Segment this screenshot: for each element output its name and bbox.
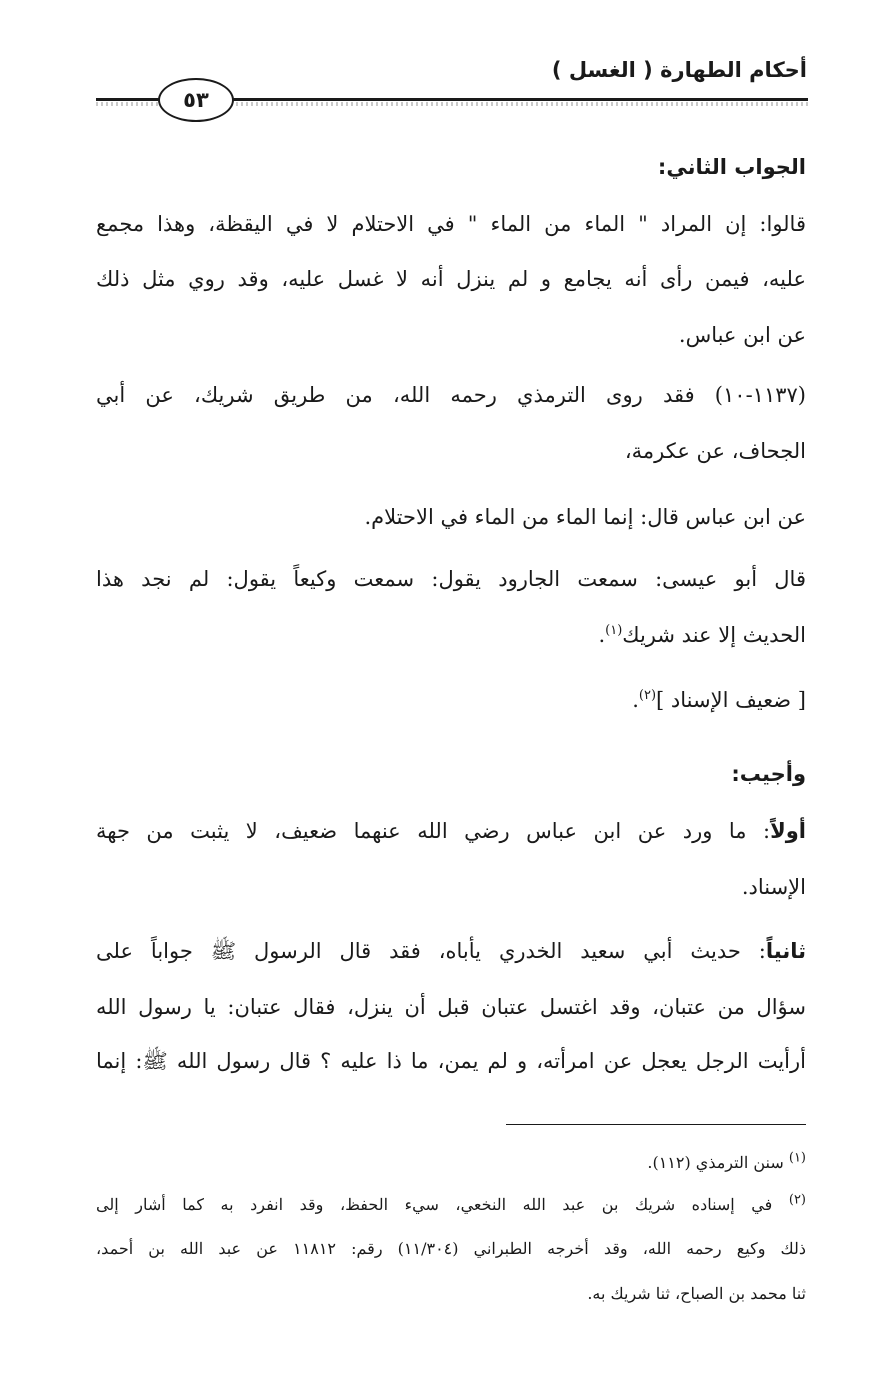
- para4-line2-end: .: [598, 623, 606, 647]
- heading-second-answer: الجواب الثاني:: [657, 155, 806, 179]
- second-point-line2: سؤال من عتبان، وقد اغتسل عتبان قبل أن ينزل، فقال عتبان: يا رسول الله: [96, 995, 806, 1019]
- second-point-line1: [96, 936, 806, 966]
- second-point-text: : حديث أبي سعيد الخدري يأباه، فقد قال الرسول ﷺ جواباً على: [96, 939, 766, 963]
- footnote-1-marker: (١): [788, 1150, 806, 1166]
- page-number-badge: ٥٣: [158, 78, 234, 122]
- para3-line1: عن ابن عباس قال: إنما الماء من الماء في الاحتلام.: [364, 505, 806, 529]
- first-point-line1: [96, 816, 806, 846]
- footnote-1-text: سنن الترمذي (١١٢).: [647, 1153, 784, 1172]
- grading-text: [ ضعيف الإسناد ]: [656, 688, 806, 712]
- running-header-title: أحكام الطهارة ( الغسل ): [551, 58, 807, 82]
- footnote-1: [647, 1150, 806, 1176]
- para2-line2: الجحاف، عن عكرمة،: [624, 439, 806, 463]
- second-point-label: ثانياً: [765, 939, 806, 963]
- second-point-line3: أرأيت الرجل يعجل عن امرأته، و لم يمن، ما ذا عليه ؟ قال رسول الله ﷺ: إنما: [96, 1049, 806, 1073]
- first-point-text: : ما ورد عن ابن عباس رضي الله عنهما ضعيف، لا يثبت من جهة: [96, 819, 771, 843]
- para1-line1: قالوا: إن المراد " الماء من الماء " في الاحتلام لا في اليقظة، وهذا مجمع: [96, 212, 806, 236]
- footnote-2-line1: [96, 1192, 806, 1218]
- footnote-ref-1[interactable]: (١): [605, 623, 623, 638]
- para4-line2: [598, 620, 806, 650]
- footnote-2-marker: (٢): [788, 1192, 806, 1208]
- heading-answered: وأجيب:: [731, 762, 806, 786]
- footnote-2-line2: ذلك وكيع رحمه الله، وقد أخرجه الطبراني (١١/٣٠٤) رقم: ١١٨١٢ عن عبد الله بن أحمد،: [96, 1239, 807, 1258]
- grading-end: .: [632, 688, 639, 712]
- footnote-2-line3: ثنا محمد بن الصباح، ثنا شريك به.: [587, 1284, 806, 1303]
- grading-line: [632, 685, 806, 715]
- para2-line1: (١١٣٧-١٠) فقد روى الترمذي رحمه الله، من طريق شريك، عن أبي: [96, 383, 806, 407]
- first-point-line2: الإسناد.: [741, 875, 806, 899]
- first-point-label: أولاً: [770, 819, 806, 843]
- footnote-separator: [506, 1124, 806, 1125]
- footnote-2-text: في إسناده شريك بن عبد الله النخعي، سيء الحفظ، وقد انفرد به كما أشار إلى: [96, 1195, 773, 1214]
- para4-line2-text: الحديث إلا عند شريك: [622, 623, 806, 647]
- para1-line2: عليه، فيمن رأى أنه يجامع و لم ينزل أنه لا غسل عليه، وقد روي مثل ذلك: [96, 267, 806, 291]
- para4-line1: قال أبو عيسى: سمعت الجارود يقول: سمعت وكيعاً يقول: لم نجد هذا: [96, 567, 806, 591]
- footnote-ref-2[interactable]: (٢): [638, 688, 657, 703]
- para1-line3: عن ابن عباس.: [678, 323, 806, 347]
